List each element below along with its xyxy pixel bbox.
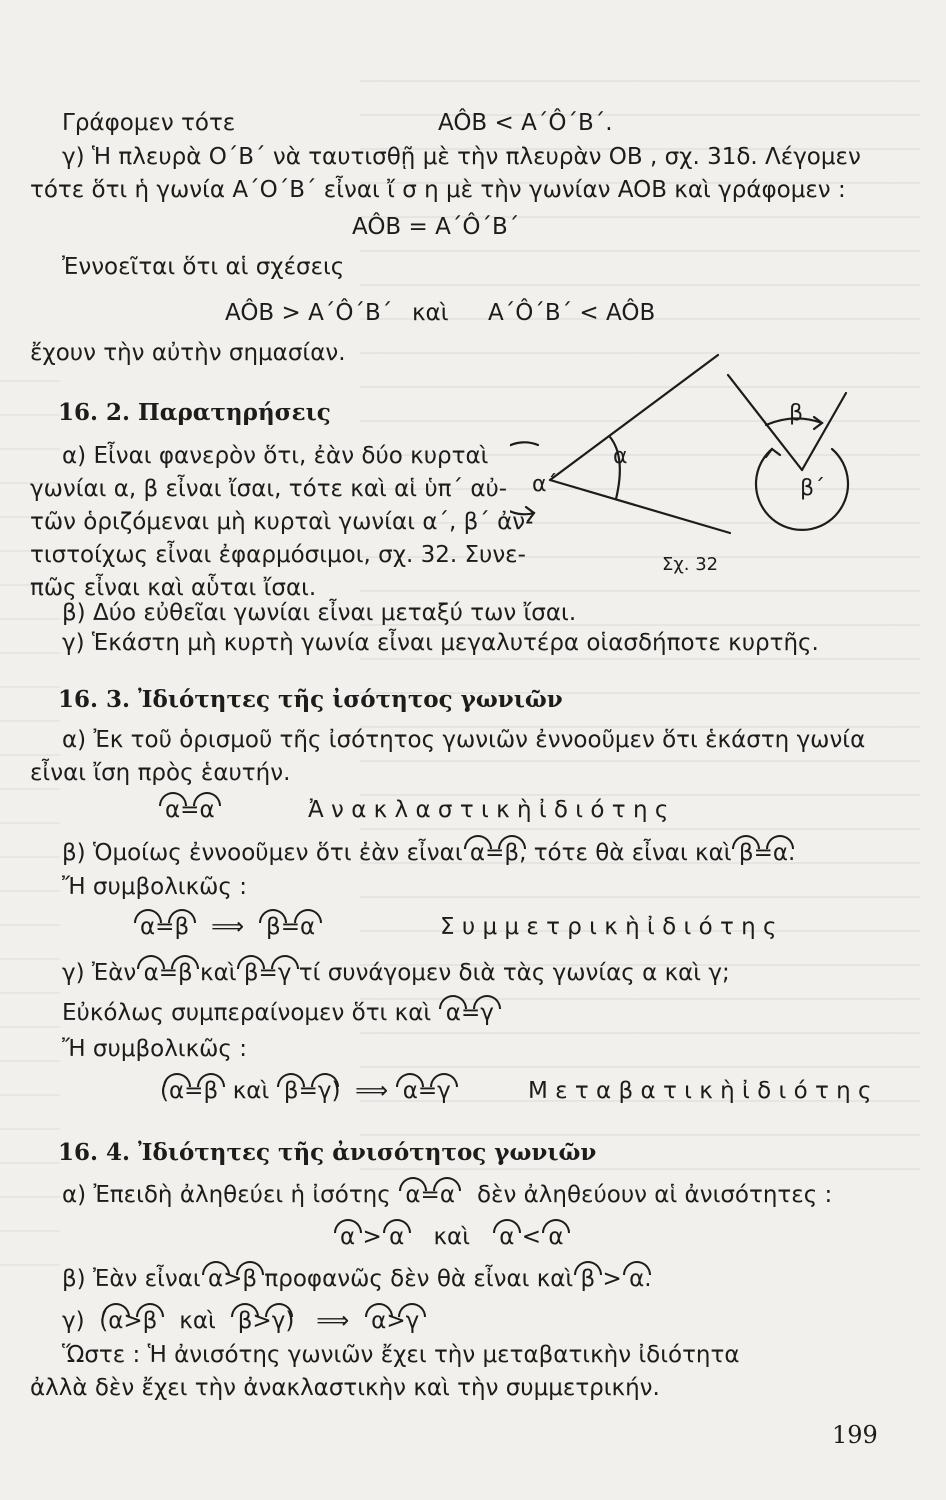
text-line: τιστοίχως εἶναι ἐφαρμόσιμοι, σχ. 32. Συνε- bbox=[30, 542, 526, 568]
math-expression: AÔB = A΄Ô΄B΄ bbox=[352, 214, 520, 240]
text-line: πῶς εἶναι καὶ αὗται ἴσαι. bbox=[30, 575, 317, 601]
math-symbol: , bbox=[519, 840, 527, 866]
angle-hat: β bbox=[738, 840, 754, 866]
arrow-b bbox=[814, 417, 822, 429]
property-name: Ἀ ν α κ λ α σ τ ι κ ὴ ἰ δ ι ό τ η ς bbox=[308, 797, 669, 823]
implies-arrow: ⟹ bbox=[211, 914, 245, 940]
figure-caption: Σχ. 32 bbox=[662, 554, 719, 575]
text-line: γωνίαι α, β εἶναι ἴσαι, τότε καὶ αἱ ὑπ΄ αὐ- bbox=[30, 476, 508, 502]
angle-hat: β bbox=[174, 914, 190, 940]
text-segment: δὲν ἀληθεύουν αἱ ἀνισότητες : bbox=[476, 1182, 833, 1208]
math-symbol: ) bbox=[285, 1308, 295, 1334]
text-line: α) Εἶναι φανερὸν ὅτι, ἐὰν δύο κυρταὶ bbox=[62, 443, 489, 469]
angle-hat: α bbox=[405, 1182, 421, 1208]
math-symbol: = bbox=[184, 1078, 204, 1104]
figure-label: α΄ bbox=[532, 472, 558, 497]
text-segment: καὶ bbox=[179, 1308, 216, 1334]
section-heading: 16. 2. Παρατηρήσεις bbox=[58, 399, 331, 426]
math-symbol: > bbox=[362, 1224, 382, 1250]
angle-hat: γ bbox=[317, 1078, 332, 1104]
text-line: β) Δύο εὐθεῖαι γωνίαι εἶναι μεταξύ των ἴσαι. bbox=[62, 600, 577, 626]
figure-label: β΄ bbox=[800, 476, 826, 501]
angle-hat: β bbox=[504, 840, 520, 866]
angle-hat: β bbox=[178, 960, 193, 986]
section-heading: 16. 4. Ἰδιότητες τῆς ἀνισότητος γωνιῶν bbox=[58, 1139, 597, 1166]
math-symbol: > bbox=[602, 1266, 622, 1292]
figure-32 bbox=[510, 345, 870, 585]
text-segment: καὶ bbox=[232, 1078, 270, 1104]
angle-hat: α bbox=[548, 1224, 564, 1250]
angle-hat: α bbox=[140, 914, 156, 940]
math-symbol: ( bbox=[160, 1078, 169, 1104]
math-symbol: = bbox=[485, 840, 505, 866]
math-symbol: = bbox=[460, 1000, 481, 1026]
text-segment: τί συνάγομεν διὰ τὰς γωνίας α καὶ γ; bbox=[298, 960, 730, 986]
angle-hat: β bbox=[243, 960, 259, 986]
angle-hat: α bbox=[499, 1224, 515, 1250]
text-line bbox=[62, 998, 494, 1028]
math-symbol: > bbox=[252, 1308, 272, 1334]
math-expression: A΄Ô΄B΄ < AÔB bbox=[488, 300, 656, 326]
math-symbol: = bbox=[258, 960, 278, 986]
math-symbol: > bbox=[386, 1308, 406, 1334]
text-segment: α) Ἐπειδὴ ἀληθεύει ἡ ἰσότης bbox=[62, 1182, 391, 1208]
math-symbol: . bbox=[788, 840, 796, 866]
text-line bbox=[62, 1180, 832, 1210]
angle-hat: β bbox=[580, 1266, 596, 1292]
angle-hat: α bbox=[168, 1078, 185, 1104]
angle-hat: α bbox=[469, 840, 486, 866]
text-line: καὶ bbox=[412, 300, 449, 326]
math-symbol: ( bbox=[99, 1308, 109, 1334]
text-line: Γράφομεν τότε bbox=[62, 110, 236, 136]
angle-hat: β bbox=[283, 1078, 299, 1104]
implies-arrow: ⟹ bbox=[355, 1078, 389, 1104]
angle-hat: β bbox=[142, 1308, 158, 1334]
text-line: ἔχουν τὴν αὐτὴν σημασίαν. bbox=[30, 340, 346, 366]
text-line: ἀλλὰ δὲν ἔχει τὴν ἀνακλαστικὴν καὶ τὴν συμμετρικήν. bbox=[30, 1375, 660, 1401]
angle-hat: α bbox=[143, 960, 159, 986]
math-symbol: = bbox=[417, 1078, 438, 1104]
text-segment: Εὐκόλως συμπεραίνομεν ὅτι καὶ bbox=[62, 1000, 432, 1026]
implies-arrow: ⟹ bbox=[316, 1308, 350, 1334]
angle-hat: α bbox=[439, 1182, 455, 1208]
text-segment: γ) bbox=[62, 1308, 85, 1334]
angle-hat: α bbox=[108, 1308, 124, 1334]
angle-hat: α bbox=[340, 1224, 356, 1250]
math-symbol: = bbox=[280, 914, 300, 940]
text-segment: γ) Ἐὰν bbox=[62, 960, 137, 986]
angle-hat: α bbox=[199, 797, 215, 823]
math-expression: AÔB < A΄Ô΄B΄. bbox=[438, 110, 613, 136]
math-symbol: ) bbox=[331, 1078, 341, 1104]
math-symbol: = bbox=[753, 840, 773, 866]
text-line: Ἤ συμβολικῶς : bbox=[62, 874, 247, 900]
math-expression bbox=[340, 1222, 564, 1252]
text-line: Ὥστε : Ἡ ἀνισότης γωνιῶν ἔχει τὴν μεταβατικὴν ἰδιότητα bbox=[62, 1342, 740, 1368]
angle-hat: γ bbox=[437, 1078, 451, 1104]
math-symbol: = bbox=[155, 914, 175, 940]
math-symbol: . bbox=[644, 1266, 652, 1292]
angle-hat: α bbox=[371, 1308, 387, 1334]
angle-hat: β bbox=[203, 1078, 219, 1104]
math-symbol: > bbox=[123, 1308, 143, 1334]
angle-hat: γ bbox=[405, 1308, 420, 1334]
text-line: τῶν ὁριζόμεναι μὴ κυρταὶ γωνίαι α΄, β΄ ἀν- bbox=[30, 509, 534, 535]
text-line: εἶναι ἴση πρὸς ἑαυτήν. bbox=[30, 760, 291, 786]
text-line: γ) Ἡ πλευρὰ O΄B΄ νὰ ταυτισθῇ μὲ τὴν πλευρὰν OB , σχ. 31δ. Λέγομεν bbox=[62, 144, 861, 170]
text-segment: καὶ bbox=[200, 960, 237, 986]
text-segment: καὶ bbox=[433, 1224, 470, 1250]
angle-hat: α bbox=[772, 840, 789, 866]
text-line bbox=[62, 958, 730, 988]
text-segment: β) Ἐὰν εἶναι bbox=[62, 1266, 201, 1292]
figure-label: β bbox=[789, 401, 804, 426]
text-line: γ) Ἑκάστη μὴ κυρτὴ γωνία εἶναι μεγαλυτέρα οἱασδήποτε κυρτῆς. bbox=[62, 630, 819, 656]
arrow-b-prime bbox=[766, 449, 780, 457]
angle-hat: γ bbox=[271, 1308, 286, 1334]
math-expression bbox=[140, 912, 315, 942]
math-expression bbox=[160, 1076, 451, 1106]
figure-label: α bbox=[613, 444, 628, 469]
text-line: Ἤ συμβολικῶς : bbox=[62, 1036, 247, 1062]
angle-hat: β bbox=[242, 1266, 258, 1292]
text-segment: β) Ὁμοίως ἐννοοῦμεν ὅτι ἐὰν εἶναι bbox=[62, 840, 463, 866]
math-expression bbox=[165, 795, 215, 825]
angle-hat: γ bbox=[480, 1000, 494, 1026]
angle-hat: γ bbox=[277, 960, 292, 986]
math-symbol: = bbox=[180, 797, 200, 823]
property-name: Σ υ μ μ ε τ ρ ι κ ὴ ἰ δ ι ό τ η ς bbox=[440, 914, 777, 940]
text-line: Ἐννοεῖται ὅτι αἱ σχέσεις bbox=[62, 254, 345, 280]
math-symbol: > bbox=[223, 1266, 243, 1292]
math-expression: AÔB > A΄Ô΄B΄ bbox=[225, 300, 393, 326]
angle-hat: α bbox=[299, 914, 316, 940]
text-line bbox=[62, 1264, 652, 1294]
text-line: τότε ὅτι ἡ γωνία A΄O΄B΄ εἶναι ἴ σ η μὲ τὴν γωνίαν AOB καὶ γράφομεν : bbox=[30, 177, 846, 203]
angle-hat: β bbox=[266, 914, 281, 940]
text-line: α) Ἐκ τοῦ ὁρισμοῦ τῆς ἰσότητος γωνιῶν ἐννοοῦμεν ὅτι ἑκάστη γωνία bbox=[62, 727, 866, 753]
math-symbol: < bbox=[521, 1224, 542, 1250]
math-symbol: = bbox=[420, 1182, 440, 1208]
angle-hat: α bbox=[207, 1266, 224, 1292]
property-name: Μ ε τ α β α τ ι κ ὴ ἰ δ ι ό τ η ς bbox=[528, 1078, 872, 1104]
section-heading: 16. 3. Ἰδιότητες τῆς ἰσότητος γωνιῶν bbox=[58, 686, 563, 713]
math-symbol: = bbox=[298, 1078, 318, 1104]
angle-hat: β bbox=[237, 1308, 253, 1334]
text-line bbox=[62, 838, 795, 868]
ray-lower-a bbox=[550, 480, 730, 533]
angle-hat: α bbox=[445, 1000, 461, 1026]
text-segment: τότε θὰ εἶναι καὶ bbox=[533, 840, 732, 866]
angle-hat: α bbox=[165, 797, 181, 823]
angle-hat: α bbox=[402, 1078, 418, 1104]
ray-upper-a bbox=[550, 355, 718, 480]
math-expression bbox=[62, 1306, 419, 1336]
angle-hat: α bbox=[389, 1224, 405, 1250]
angle-hat: α bbox=[629, 1266, 645, 1292]
math-symbol: = bbox=[158, 960, 179, 986]
text-segment: προφανῶς δὲν θὰ εἶναι καὶ bbox=[264, 1266, 574, 1292]
page-number: 199 bbox=[832, 1421, 878, 1449]
